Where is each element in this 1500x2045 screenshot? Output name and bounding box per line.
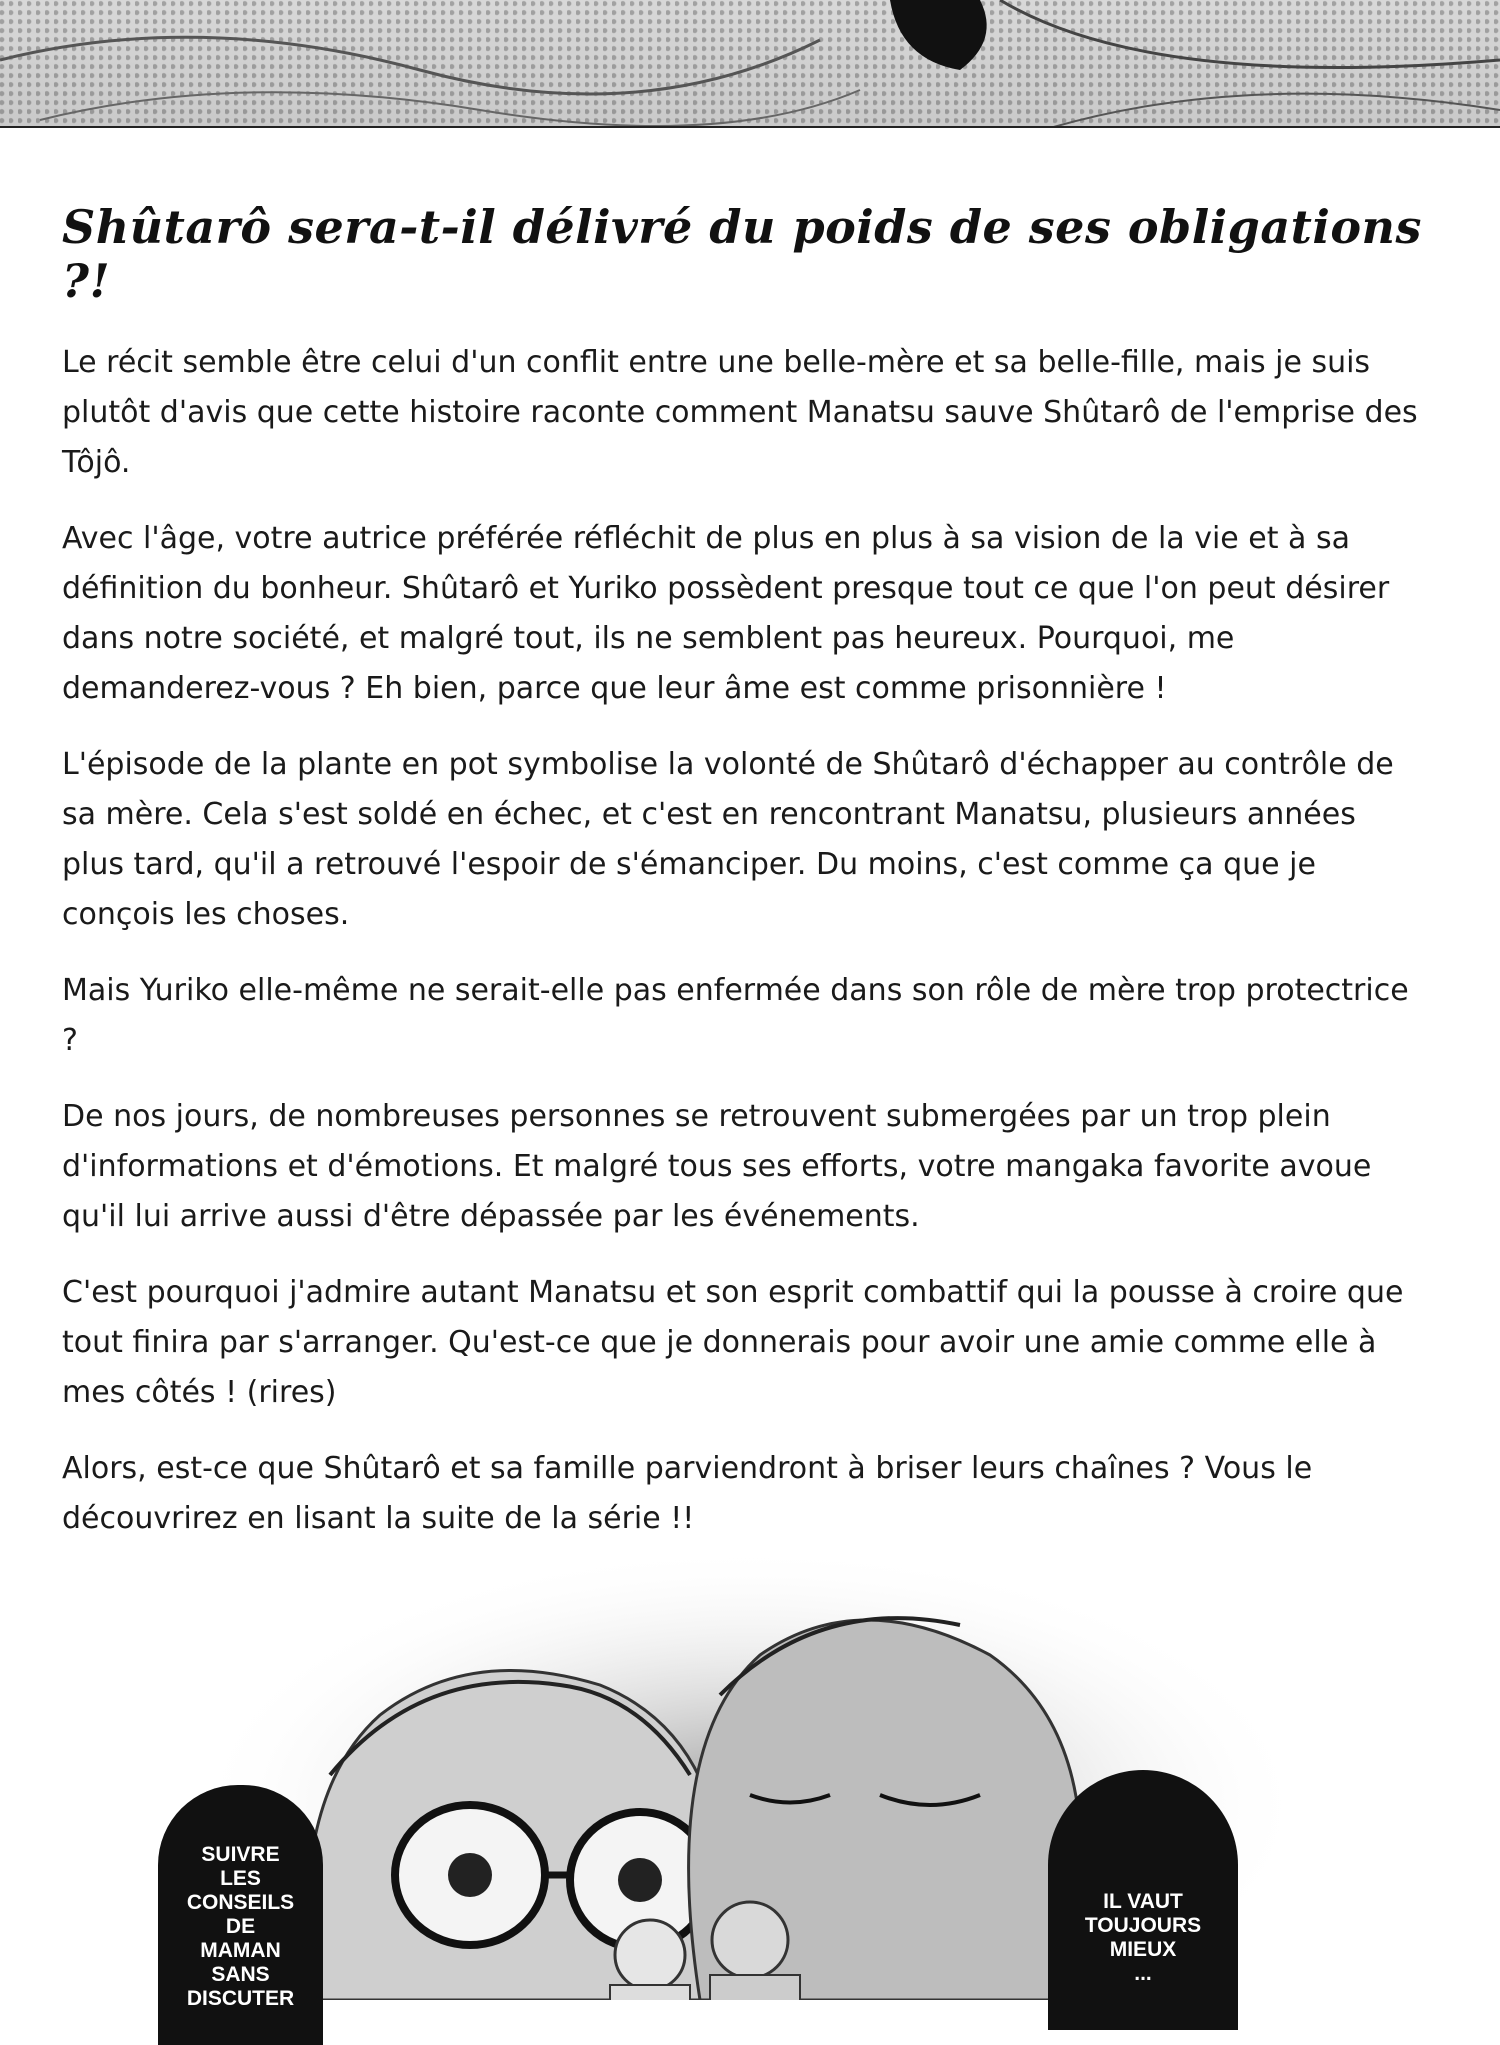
bubble-left-line-1: SUIVRE (201, 1843, 280, 1866)
bubble-left-line-7: DISCUTER (186, 1987, 295, 2010)
paragraph-2: Avec l'âge, votre autrice préférée réfléchit de plus en plus à sa vision de la vie et à sa définition du bonheur. Shûtarô et Yuriko possèdent presque tout ce que l'on peut désirer dans notre société, et malgré tout, ils ne semblent pas heureux. Pourquoi, me demanderez-vous ? Eh bien, parce que leur âme est comme prisonnière ! (62, 521, 1390, 706)
article-title: Shûtarô sera-t-il délivré du poids de ses obligations ?! (62, 200, 1422, 308)
speech-bubble-left (158, 1785, 323, 2045)
paragraph-6: C'est pourquoi j'admire autant Manatsu et son esprit combattif qui la pousse à croire que tout finira par s'arranger. Qu'est-ce que je donnerais pour avoir une amie comme elle à mes côtés ! (rires) (62, 1275, 1404, 1410)
bubble-left-line-6: SANS (211, 1963, 270, 1986)
paragraph-4: Mais Yuriko elle-même ne serait-elle pas enfermée dans son rôle de mère trop protectrice ? (62, 973, 1409, 1058)
paragraph-7: Alors, est-ce que Shûtarô et sa famille parviendront à briser leurs chaînes ? Vous le découvrirez en lisant la suite de la série !! (62, 1451, 1313, 1536)
bubble-right-line-4: ... (1134, 1962, 1152, 1985)
bubble-right-line-2: TOUJOURS (1084, 1914, 1202, 1937)
paragraph-1: Le récit semble être celui d'un conflit entre une belle-mère et sa belle-fille, mais je suis plutôt d'avis que cette histoire raconte comment Manatsu sauve Shûtarô de l'emprise des Tôjô. (62, 345, 1418, 480)
top-manga-panel (0, 0, 1500, 128)
bubble-left-line-2: LES (220, 1867, 261, 1890)
paragraph-5: De nos jours, de nombreuses personnes se retrouvent submergées par un trop plein d'informations et d'émotions. Et malgré tous ses efforts, votre mangaka favorite avoue qu'il lui arrive aussi d'être dépassée par les événements. (62, 1099, 1372, 1234)
bubble-left-line-5: MAMAN (200, 1939, 281, 1962)
bubble-right-line-1: IL VAUT (1103, 1890, 1183, 1913)
bubble-left-line-3: CONSEILS (186, 1891, 295, 1914)
speech-bubble-right (1048, 1770, 1238, 2030)
bubble-left-line-4: DE (225, 1915, 256, 1938)
paragraph-3: L'épisode de la plante en pot symbolise la volonté de Shûtarô d'échapper au contrôle de sa mère. Cela s'est soldé en échec, et c'est en rencontrant Manatsu, plusieurs années plus tard, qu'il a retrouvé l'espoir de s'émanciper. Du moins, c'est comme ça que je conçois les choses. (62, 747, 1394, 932)
top-panel-drawing (0, 0, 1500, 128)
bubble-right-line-3: MIEUX (1109, 1938, 1177, 1961)
afterword-article (62, 200, 1422, 1570)
